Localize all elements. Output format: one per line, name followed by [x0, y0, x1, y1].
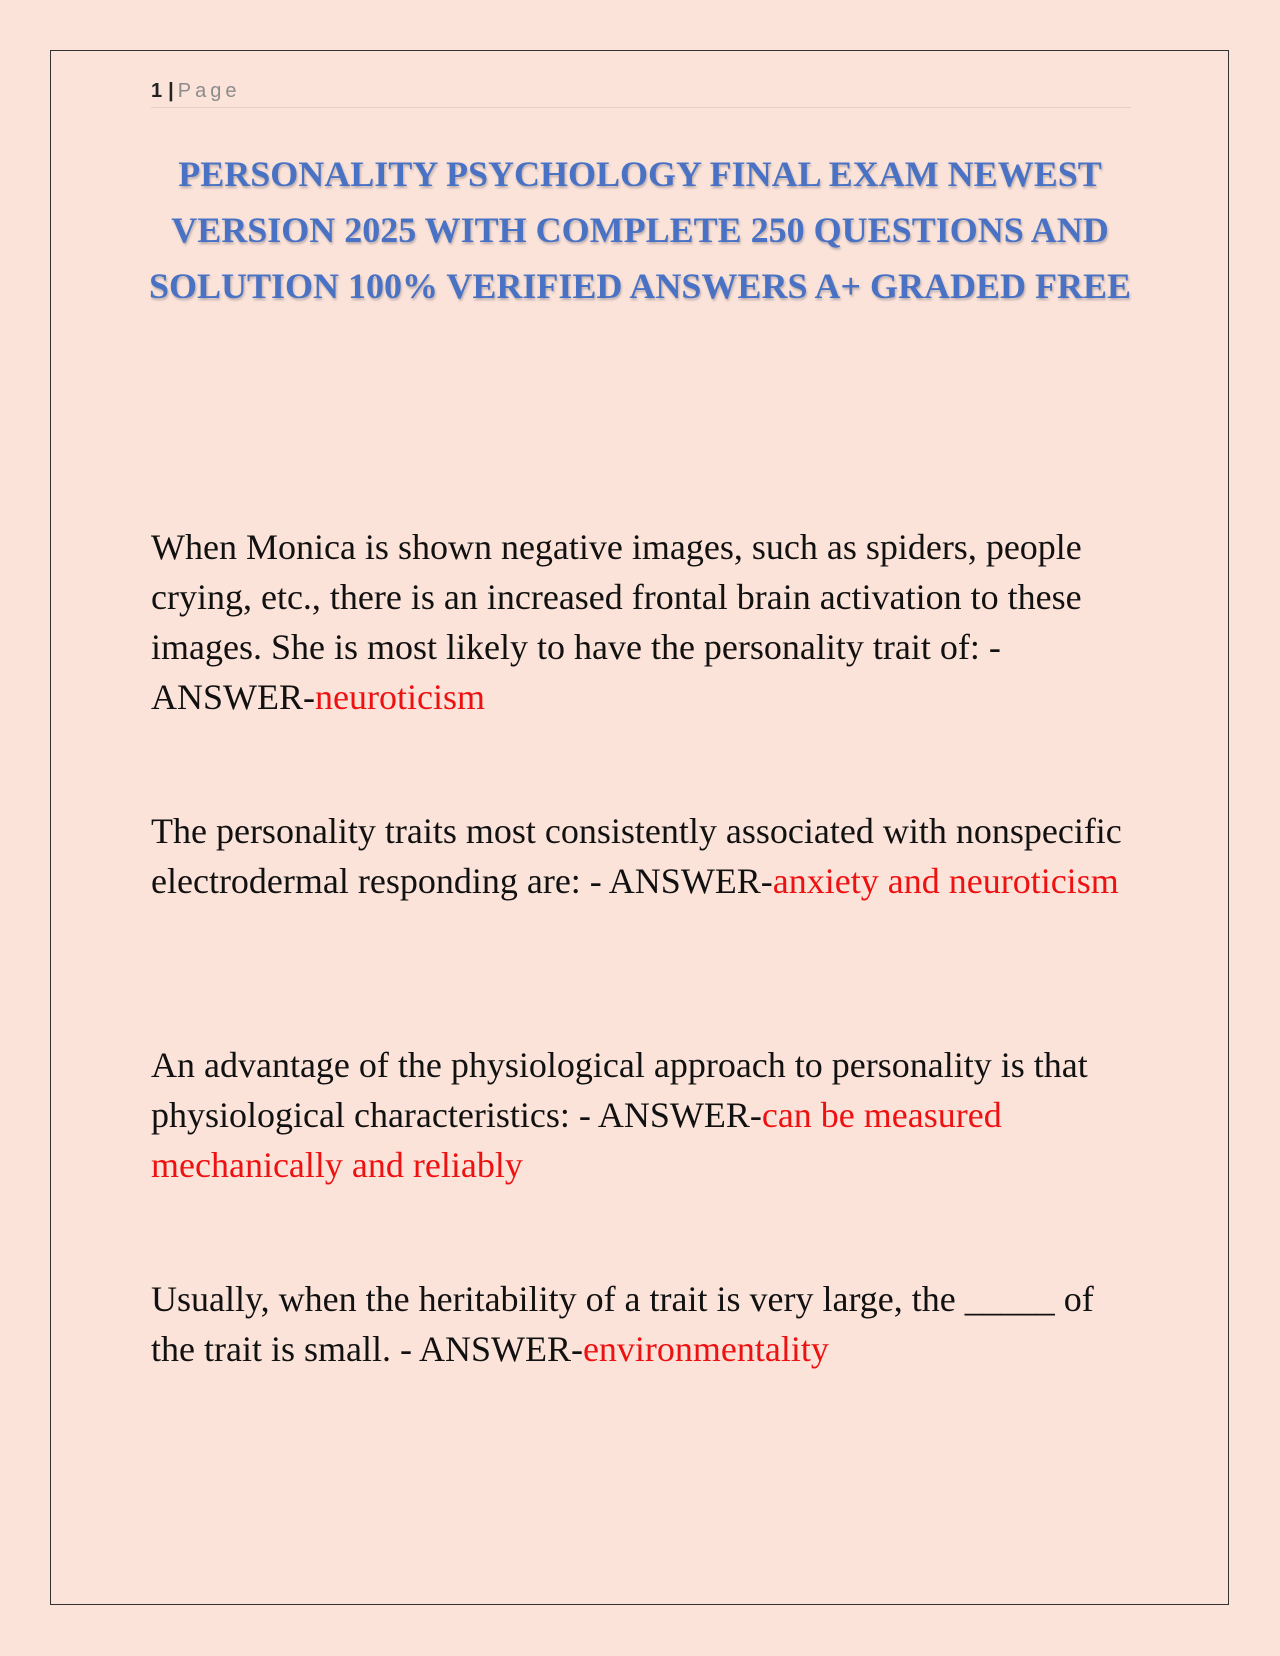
- question-block: [151, 522, 1136, 722]
- page-header: [151, 78, 1131, 108]
- answer-text: anxiety and neuroticism: [772, 861, 1119, 901]
- question-text: When Monica is shown negative images, such as spiders, people crying, etc., there is an increased frontal brain activation to these images. She is most likely to have the personality trait of: - ANSWER-: [151, 527, 1082, 717]
- answer-text: environmentality: [582, 1329, 829, 1369]
- document-title: PERSONALITY PSYCHOLOGY FINAL EXAM NEWEST VERSION 2025 WITH COMPLETE 250 QUESTIONS AND SOLUTION 100% VERIFIED ANSWERS A+ GRADED FREE: [148, 154, 1132, 306]
- question-text: An advantage of the physiological approach to personality is that physiological characteristics: - ANSWER-: [151, 1045, 1088, 1135]
- question-text: The personality traits most consistently associated with nonspecific electrodermal responding are: - ANSWER-: [151, 811, 1122, 901]
- question-block: [151, 1040, 1136, 1190]
- question-block: [151, 1274, 1136, 1374]
- page-number: 1: [151, 80, 163, 102]
- header-separator: |: [168, 80, 174, 102]
- answer-text: neuroticism: [315, 677, 485, 717]
- question-block: [151, 806, 1136, 906]
- answer-text: can be measured mechanically and reliably: [151, 1095, 1002, 1185]
- question-text: Usually, when the heritability of a trait is very large, the _____ of the trait is small. - ANSWER-: [151, 1279, 1094, 1369]
- page-label: Page: [177, 80, 241, 102]
